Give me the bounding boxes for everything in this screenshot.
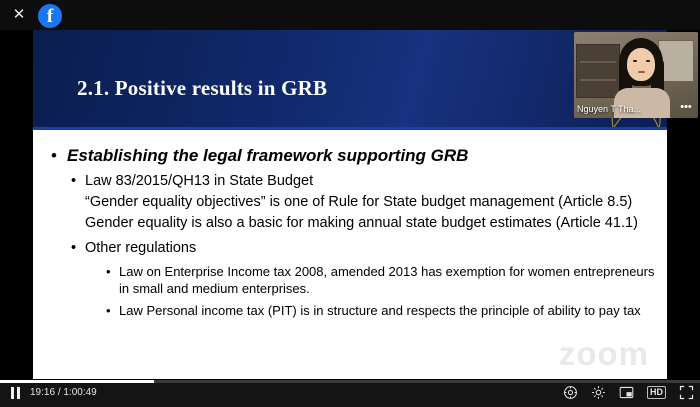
picture-in-picture-icon[interactable] [619,385,634,400]
pause-icon[interactable] [9,386,23,400]
facebook-logo-icon[interactable]: f [38,4,62,28]
time-separator: / [57,387,64,398]
participant-name-label: Nguyen T Tha... [577,104,642,114]
slide-subpoint [106,302,667,319]
slide-subpoint [106,263,667,297]
slide-point [85,214,667,233]
control-icon-group [563,385,694,400]
more-options-icon[interactable]: ••• [680,101,692,113]
slide-header [33,30,667,130]
progress-bar[interactable] [0,380,700,383]
background-shelf [576,44,620,98]
close-icon[interactable]: ✕ [12,6,26,23]
participant-eye-left [633,60,637,62]
participant-face [627,48,655,81]
bullet-glyph: • [71,240,77,256]
slide-point-text: “Gender equality objectives” is one of Rule for State budget management (Article 8.5) [85,194,633,210]
bullet-glyph: • [51,146,57,165]
slide-point [85,193,667,212]
quality-badge[interactable]: HD [647,386,666,399]
current-time: 19:16 [30,387,56,398]
participant-video-thumbnail[interactable] [574,32,698,118]
slide-main-point-text: Establishing the legal framework supporting GRB [67,146,469,165]
slide-point [71,172,667,191]
slide-point-text: Other regulations [85,240,197,256]
slide-point-text: Law 83/2015/QH13 in State Budget [85,173,314,189]
slide-body [33,130,667,379]
participant-eye-right [646,60,650,62]
time-display [30,387,97,398]
player-controls [0,380,700,407]
settings-icon[interactable] [563,385,578,400]
zoom-watermark: zoom [558,335,649,372]
slide-subpoint-text: Law on Enterprise Income tax 2008, amended 2013 has exemption for women entrepreneurs in small and medium enterprises. [119,264,655,296]
bullet-glyph: • [106,264,111,279]
slide-main-point [51,146,667,166]
presentation-slide [33,30,667,379]
slide-point [71,239,667,258]
fullscreen-icon[interactable] [679,385,694,400]
top-bar [0,0,700,30]
progress-bar-fill [0,380,154,383]
participant-mouth [638,71,645,73]
total-time: 1:00:49 [63,387,97,398]
slide-subpoint-text: Law Personal income tax (PIT) is in structure and respects the principle of ability to pay tax [119,303,641,318]
slide-point-text: Gender equality is also a basic for making annual state budget estimates (Article 41.1) [85,215,638,231]
bullet-glyph: • [106,303,111,318]
slide-title: 2.1. Positive results in GRB [77,76,328,100]
gear-icon[interactable] [591,385,606,400]
video-stage[interactable] [0,30,700,380]
bullet-glyph: • [71,173,77,189]
